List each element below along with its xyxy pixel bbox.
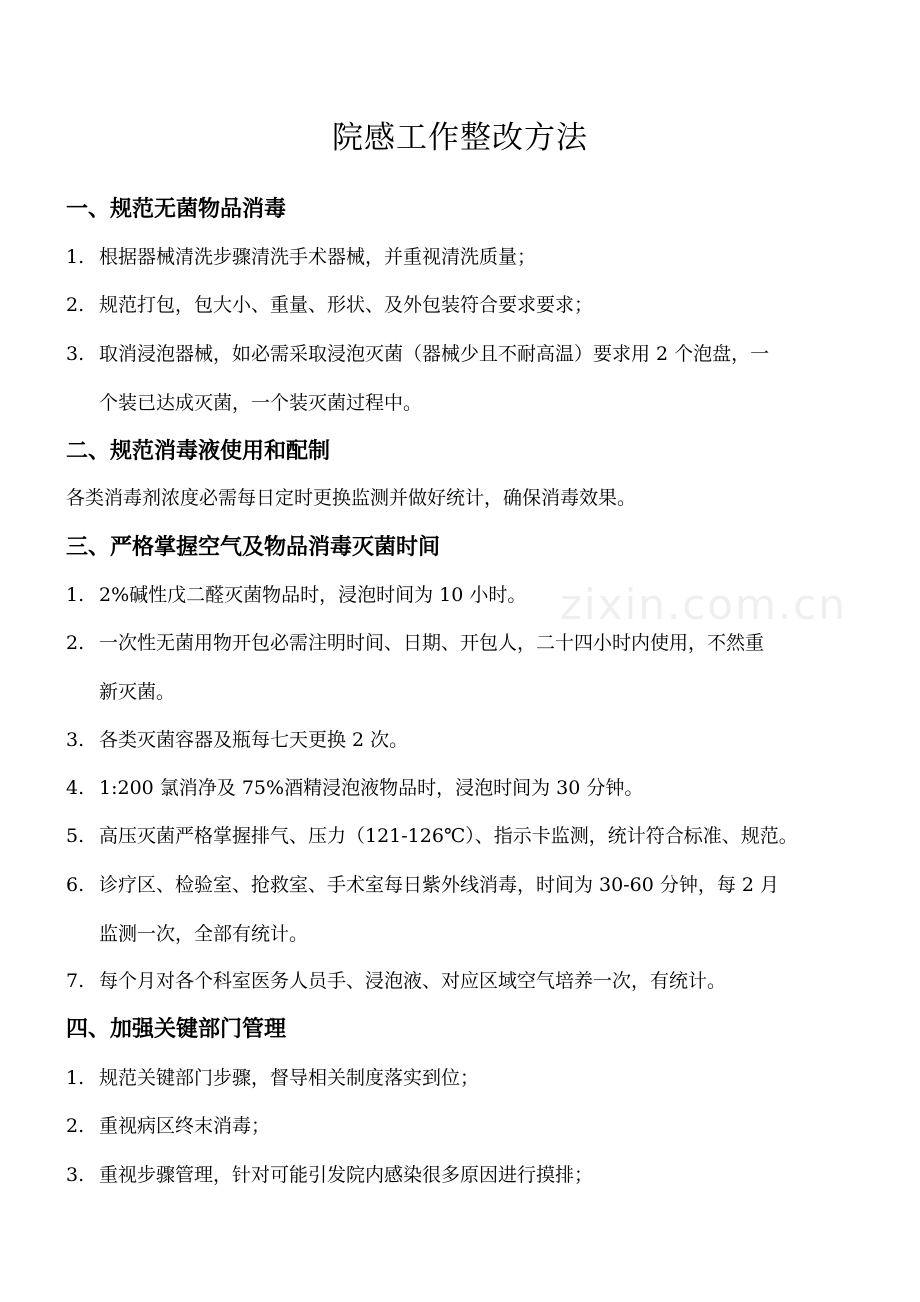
item-text: 规范关键部门步骤，督导相关制度落实到位； <box>99 1067 480 1089</box>
item-text: 各类灭菌容器及瓶每七天更换 2 次。 <box>99 729 409 751</box>
paragraph: 各类消毒剂浓度必需每日定时更换监测并做好统计，确保消毒效果。 <box>66 487 637 509</box>
item-number: 2. <box>66 1115 85 1137</box>
item-text: 1:200 氯消净及 75%酒精浸泡液物品时，浸泡时间为 30 分钟。 <box>99 777 644 799</box>
section-heading-1: 一、规范无菌物品消毒 <box>66 197 287 222</box>
item-number: 2. <box>66 294 85 316</box>
item-number: 1. <box>66 1067 85 1089</box>
item-number: 1. <box>66 584 85 606</box>
item-number: 3. <box>66 343 85 365</box>
item-number: 3. <box>66 729 85 751</box>
section-heading-2: 二、规范消毒液使用和配制 <box>66 439 331 464</box>
item-text: 高压灭菌严格掌握排气、压力（121-126℃）、指示卡监测，统计符合标准、规范。 <box>99 825 798 847</box>
item-text: 根据器械清洗步骤清洗手术器械，并重视清洗质量； <box>99 246 537 268</box>
item-text-continued: 监测一次，全部有统计。 <box>99 923 309 945</box>
item-text: 取消浸泡器械，如必需采取浸泡灭菌（器械少且不耐高温）要求用 2 个泡盘，一 <box>99 343 770 365</box>
item-text: 重视步骤管理，针对可能引发院内感染很多原因进行摸排； <box>99 1164 594 1186</box>
item-number: 7. <box>66 970 85 992</box>
item-number: 1. <box>66 246 85 268</box>
watermark: zixin.com.cn <box>560 580 847 629</box>
item-number: 6. <box>66 874 85 896</box>
item-number: 2. <box>66 632 85 654</box>
item-text: 重视病区终末消毒； <box>99 1115 271 1137</box>
item-text: 诊疗区、检验室、抢救室、手术室每日紫外线消毒，时间为 30-60 分钟，每 2 月 <box>99 874 780 896</box>
item-number: 3. <box>66 1164 85 1186</box>
item-number: 5. <box>66 825 85 847</box>
item-text: 规范打包，包大小、重量、形状、及外包装符合要求要求； <box>99 294 594 316</box>
section-heading-4: 四、加强关键部门管理 <box>66 1017 287 1042</box>
item-text-continued: 新灭菌。 <box>99 681 176 703</box>
item-text: 每个月对各个科室医务人员手、浸泡液、对应区域空气培养一次，有统计。 <box>99 970 727 992</box>
item-text: 一次性无菌用物开包必需注明时间、日期、开包人，二十四小时内使用，不然重 <box>99 632 765 654</box>
item-text-continued: 个装已达成灭菌，一个装灭菌过程中。 <box>99 392 423 414</box>
item-number: 4. <box>66 777 85 799</box>
page-title: 院感工作整改方法 <box>332 120 588 156</box>
item-text: 2%碱性戊二醛灭菌物品时，浸泡时间为 10 小时。 <box>99 584 527 606</box>
section-heading-3: 三、严格掌握空气及物品消毒灭菌时间 <box>66 535 441 560</box>
